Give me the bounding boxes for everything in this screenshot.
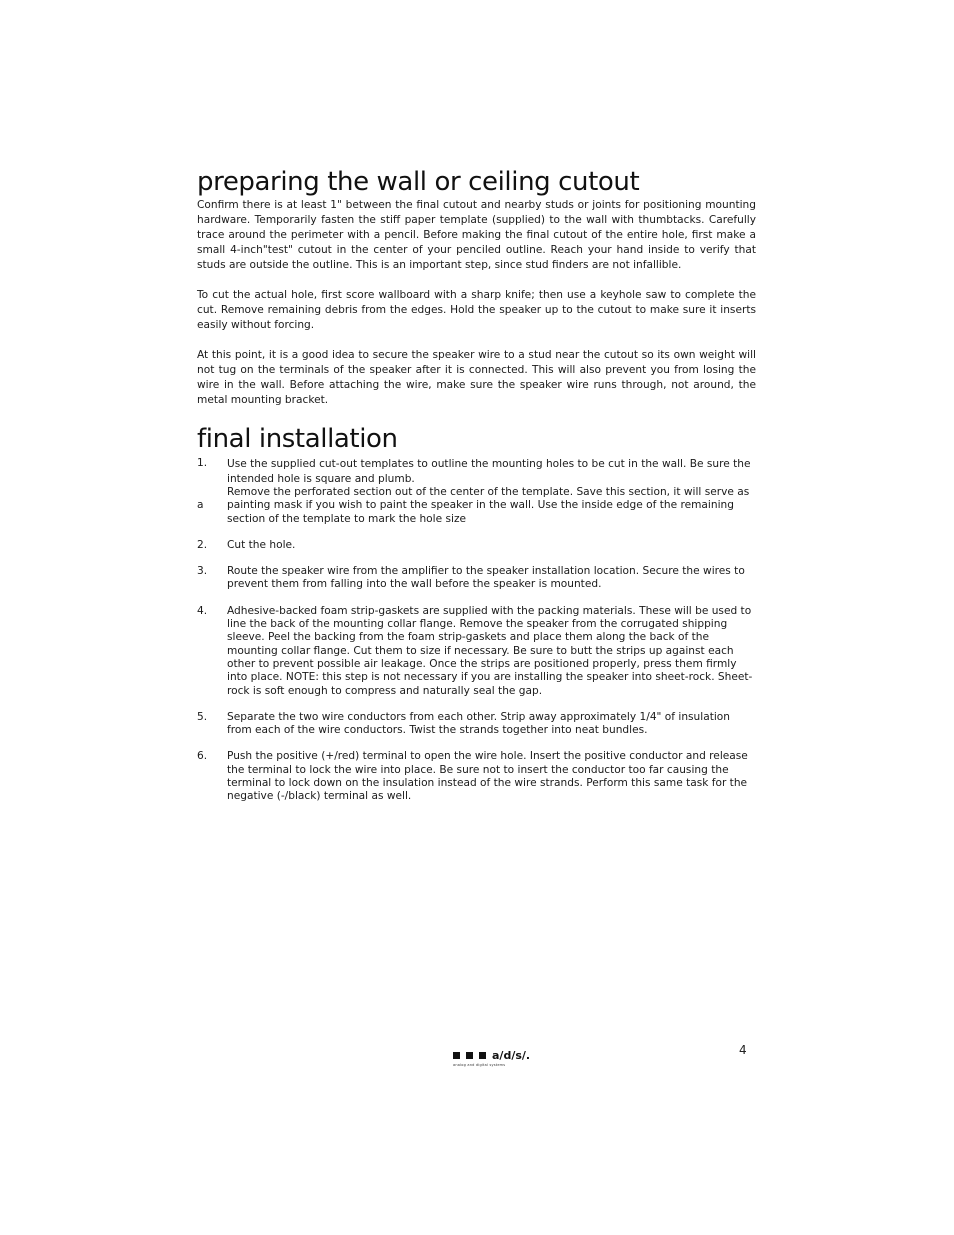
logo-square-icon	[466, 1052, 473, 1059]
list-item	[197, 457, 756, 486]
logo-square-icon	[453, 1052, 460, 1059]
list-item	[197, 486, 756, 526]
logo-square-icon	[479, 1052, 486, 1059]
list-item-number: a	[197, 499, 204, 512]
list-item-number: 4.	[197, 604, 208, 617]
logo-tagline: analog and digital systems	[453, 1063, 506, 1067]
list-item-text: Cut the hole.	[227, 538, 296, 551]
installation-steps-list	[197, 457, 756, 804]
page-number: 4	[739, 1043, 747, 1057]
list-item	[197, 750, 756, 803]
list-item	[197, 565, 756, 592]
list-item-text: Use the supplied cut-out templates to outline the mounting holes to be cut in the wall. Be sure the intended hole is square and plumb.	[227, 458, 751, 485]
list-item-number: 6.	[197, 750, 208, 763]
list-item-text: Adhesive-backed foam strip-gaskets are supplied with the packing materials. These will be used to line the back of the mounting collar flange. Remove the speaker from the corrugated shipping sleeve. Peel the backing from the foam strip-gaskets and place them along the back of the mounting collar flange. Cut them to size if necessary. Be sure to butt the strips up against each other to prevent possible air leakage. Once the strips are positioned properly, press them firmly into place. NOTE: this step is not necessary if you are installing the speaker into sheet-rock. Sheet-rock is soft enough to compress and naturally seal the gap.	[227, 604, 753, 697]
list-item-number: 5.	[197, 710, 208, 723]
list-item-number: 1.	[197, 457, 208, 469]
list-item	[197, 605, 756, 698]
ads-logo	[453, 1049, 531, 1067]
logo-wordmark: a/d/s/.	[492, 1049, 531, 1062]
list-item-number: 2.	[197, 538, 208, 551]
list-item	[197, 539, 756, 552]
list-item-number: 3.	[197, 565, 208, 578]
section-title-installation: final installation	[197, 424, 398, 454]
list-item-text: Remove the perforated section out of the center of the template. Save this section, it will serve as painting mask if you wish to paint the speaker in the wall. Use the inside edge of the remaining section of the template to mark the hole size	[227, 486, 750, 525]
list-item-text: Push the positive (+/red) terminal to open the wire hole. Insert the positive conductor and release the terminal to lock the wire into place. Be sure not to insert the conductor too far causing the terminal to lock down on the insulation instead of the wire strands. Perform this same task for the negative (-/black) terminal as well.	[227, 750, 748, 803]
paragraph: At this point, it is a good idea to secure the speaker wire to a stud near the cutout so its own weight will not tug on the terminals of the speaker after it is connected. This will also prevent you from losing the wire in the wall. Before attaching the wire, make sure the speaker wire runs through, not around, the metal mounting bracket.	[197, 349, 756, 406]
list-item	[197, 711, 756, 738]
list-item-text: Separate the two wire conductors from each other. Strip away approximately 1/4" of insulation from each of the wire conductors. Twist the strands together into neat bundles.	[227, 710, 730, 737]
paragraph: Confirm there is at least 1" between the final cutout and nearby studs or joints for positioning mounting hardware. Temporarily fasten the stiff paper template (supplied) to the wall with thumbtacks. Carefully trace around the perimeter with a pencil. Before making the final cutout of the entire hole, first make a small 4-inch"test" cutout in the center of your penciled outline. Reach your hand inside to verify that studs are outside the outline. This is an important step, since stud finders are not infallible.	[197, 199, 756, 271]
paragraph: To cut the actual hole, first score wallboard with a sharp knife; then use a keyhole saw to complete the cut. Remove remaining debris from the edges. Hold the speaker up to the cutout to make sure it inserts easily without forcing.	[197, 289, 756, 331]
page-content	[197, 166, 756, 817]
list-item-text: Route the speaker wire from the amplifier to the speaker installation location. Secure the wires to prevent them from falling into the wall before the speaker is mounted.	[227, 565, 745, 591]
section-title-cutout: preparing the wall or ceiling cutout	[197, 167, 640, 197]
